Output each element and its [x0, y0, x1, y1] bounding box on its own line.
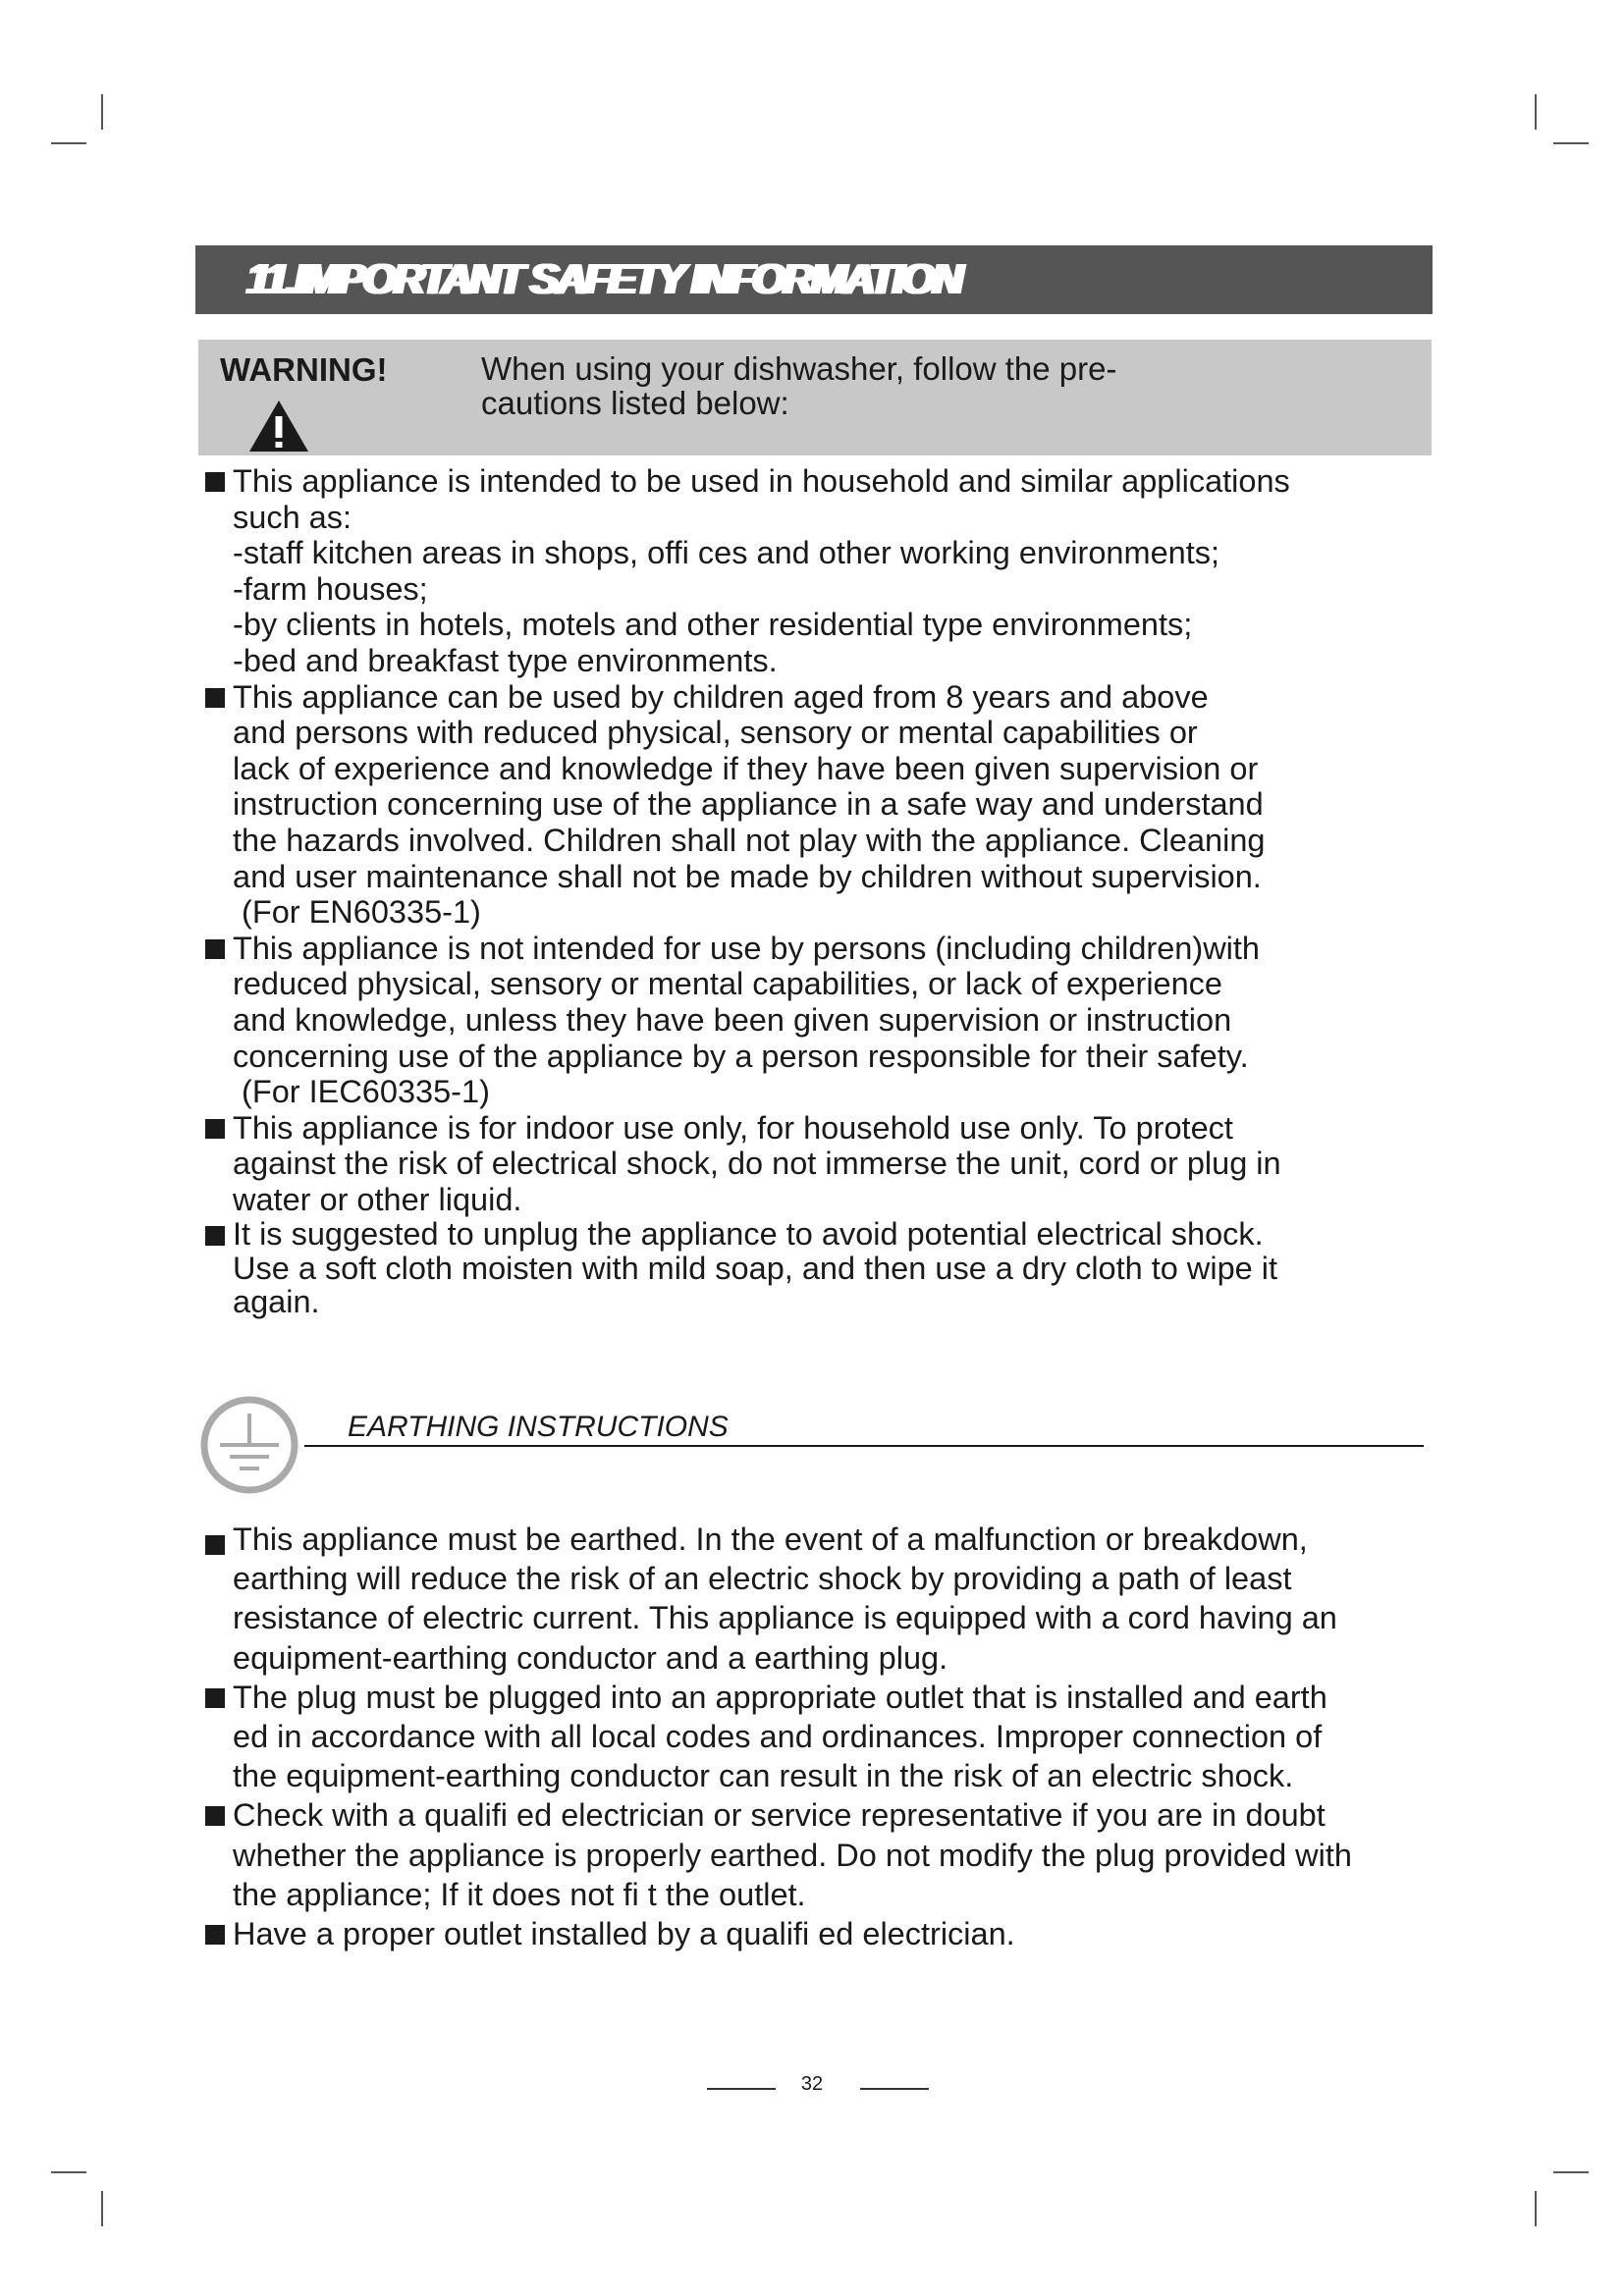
warning-triangle-icon — [247, 399, 310, 454]
warning-label: WARNING! — [220, 351, 388, 388]
crop-mark — [51, 142, 86, 144]
item-line: Use a soft cloth moisten with mild soap, and then use a dry cloth to wipe it — [233, 1250, 1278, 1286]
crop-mark — [101, 94, 103, 130]
warning-text-line: When using your dishwasher, follow the pre- — [481, 350, 1117, 387]
item-line: reduced physical, sensory or mental capabilities, or lack of experience — [233, 966, 1223, 1002]
item-line: the appliance; If it does not fi t the outlet. — [233, 1876, 806, 1912]
item-line: and persons with reduced physical, sensory or mental capabilities or — [233, 715, 1198, 751]
item-line: such as: — [233, 499, 352, 535]
page-title: 11.IMPORTANT SAFETY INFORMATION — [246, 255, 960, 303]
item-line: whether the appliance is properly earthed. Do not modify the plug provided with — [233, 1837, 1352, 1873]
bullet-icon — [205, 1806, 225, 1826]
list-item — [201, 1678, 1438, 1796]
item-line: ed in accordance with all local codes and ordinances. Improper connection of — [233, 1719, 1323, 1755]
list-item — [201, 1914, 1438, 1953]
item-line: (For IEC60335-1) — [233, 1074, 490, 1110]
list-item — [201, 679, 1438, 931]
list-item — [201, 1795, 1438, 1914]
crop-mark — [1553, 142, 1589, 144]
item-line: earthing will reduce the risk of an electric shock by providing a path of least — [233, 1561, 1292, 1597]
bullet-icon — [205, 1226, 225, 1246]
item-line: -by clients in hotels, motels and other residential type environments; — [233, 607, 1193, 643]
item-line: It is suggested to unplug the appliance to avoid potential electrical shock. — [233, 1216, 1264, 1253]
page-number: 32 — [800, 2073, 824, 2095]
item-line: This appliance is for indoor use only, for household use only. To protect — [233, 1109, 1233, 1146]
warning-box — [198, 340, 1432, 455]
item-line: resistance of electric current. This appliance is equipped with a cord having an — [233, 1600, 1337, 1636]
safety-list — [201, 463, 1438, 1319]
item-line: lack of experience and knowledge if they have been given supervision or — [233, 750, 1259, 786]
heading-underline — [304, 1445, 1424, 1447]
item-line: This appliance can be used by children aged from 8 years and above — [233, 678, 1209, 715]
bullet-icon — [205, 1925, 225, 1945]
item-line: equipment-earthing conductor and a earthing plug. — [233, 1639, 948, 1676]
item-line: This appliance must be earthed. In the event of a malfunction or breakdown, — [233, 1522, 1308, 1557]
item-line: -bed and breakfast type environments. — [233, 642, 778, 678]
bullet-icon — [205, 688, 225, 708]
item-line: and knowledge, unless they have been given supervision or instruction — [233, 1001, 1232, 1038]
item-line: concerning use of the appliance by a person responsible for their safety. — [233, 1038, 1249, 1074]
list-item — [201, 1110, 1438, 1218]
earthing-list — [201, 1520, 1438, 1953]
bullet-icon — [205, 472, 225, 492]
crop-mark — [51, 2171, 86, 2173]
list-item — [201, 1217, 1438, 1319]
earthing-heading: EARTHING INSTRUCTIONS — [348, 1411, 729, 1443]
crop-mark — [1553, 2171, 1589, 2173]
warning-text — [481, 351, 1227, 420]
item-line: -farm houses; — [233, 570, 428, 607]
bullet-icon — [205, 939, 225, 959]
item-line: This appliance is not intended for use by persons (including children)with — [233, 930, 1260, 966]
earth-ground-icon — [198, 1394, 300, 1496]
crop-mark — [101, 2191, 103, 2226]
item-line: This appliance is intended to be used in household and similar applications — [233, 463, 1290, 499]
item-line: and user maintenance shall not be made by children without supervision. — [233, 858, 1262, 894]
bullet-icon — [205, 1535, 225, 1555]
item-line: The plug must be plugged into an appropriate outlet that is installed and earth — [233, 1679, 1327, 1715]
page-number-rule — [860, 2088, 929, 2090]
section-title-bar — [195, 245, 1433, 314]
warning-text-line: cautions listed below: — [481, 385, 789, 421]
bullet-icon — [205, 1688, 225, 1708]
list-item — [201, 1520, 1438, 1678]
bullet-icon — [205, 1119, 225, 1139]
item-line: again. — [233, 1284, 320, 1320]
crop-mark — [1535, 94, 1537, 130]
item-line: the hazards involved. Children shall not play with the appliance. Cleaning — [233, 822, 1266, 858]
item-line: water or other liquid. — [233, 1181, 522, 1217]
list-item — [201, 463, 1438, 679]
item-line: (For EN60335-1) — [233, 894, 481, 931]
item-line: -staff kitchen areas in shops, offi ces and other working environments; — [233, 535, 1220, 571]
item-line: against the risk of electrical shock, do not immerse the unit, cord or plug in — [233, 1146, 1281, 1182]
item-line: the equipment-earthing conductor can result in the risk of an electric shock. — [233, 1758, 1294, 1794]
item-line: Have a proper outlet installed by a qualifi ed electrician. — [233, 1916, 1015, 1952]
list-item — [201, 931, 1438, 1110]
item-line: instruction concerning use of the appliance in a safe way and understand — [233, 786, 1264, 823]
crop-mark — [1535, 2191, 1537, 2226]
item-line: Check with a qualifi ed electrician or service representative if you are in doubt — [233, 1797, 1326, 1834]
